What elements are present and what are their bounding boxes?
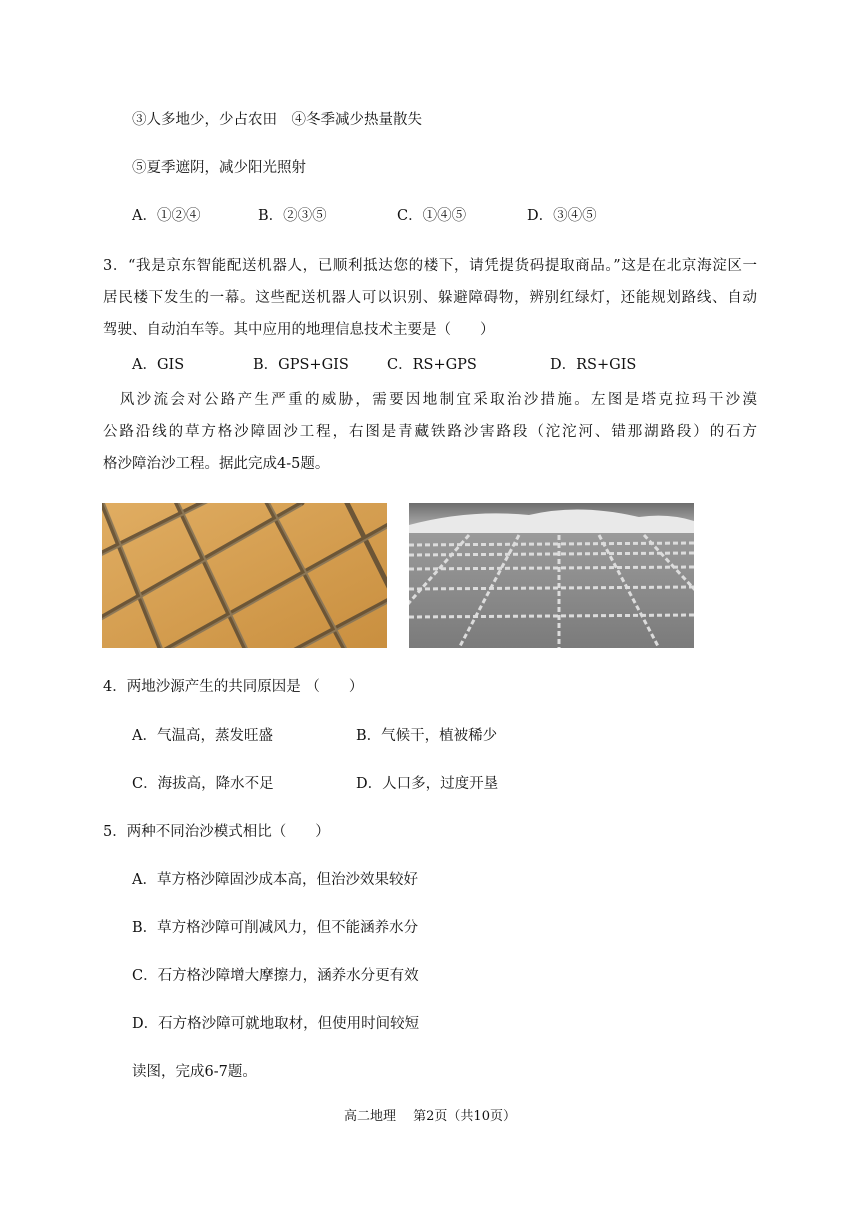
intro-line: 风沙流会对公路产生严重的威胁，需要因地制宜采取治沙措施。左图是塔克拉玛干沙漠 xyxy=(103,392,757,408)
intro-line: 公路沿线的草方格沙障固沙工程，右图是青藏铁路沙害路段（沱沱河、错那湖路段）的石方 xyxy=(103,424,757,440)
option-c: C．海拔高，降水不足 xyxy=(132,776,274,792)
question-4-stem: 4．两地沙源产生的共同原因是 （ ） xyxy=(103,679,364,695)
option-b: B．草方格沙障可削减风力，但不能涵养水分 xyxy=(132,920,419,936)
question-5-stem: 5．两种不同治沙模式相比（ ） xyxy=(103,824,330,840)
option-b: B．GPS+GIS xyxy=(253,357,349,373)
option-d: D．③④⑤ xyxy=(527,208,597,224)
statement-line: ⑤夏季遮阴，减少阳光照射 xyxy=(132,160,306,176)
option-d: D．石方格沙障可就地取材，但使用时间较短 xyxy=(132,1016,420,1032)
statement-line: ③人多地少，少占农田 ④冬季减少热量散失 xyxy=(132,112,422,128)
option-b: B．气候干，植被稀少 xyxy=(356,728,498,744)
option-c: C．①④⑤ xyxy=(397,208,467,224)
option-c: C．RS+GPS xyxy=(387,357,477,373)
page-footer: 高二地理 第2页（共10页） xyxy=(344,1109,516,1124)
option-a: A．草方格沙障固沙成本高，但治沙效果较好 xyxy=(132,872,418,888)
option-a: A．①②④ xyxy=(132,208,201,224)
option-a: A．GIS xyxy=(132,357,185,373)
stone-checkerboard-photo-icon xyxy=(409,503,694,648)
straw-checkerboard-photo-icon xyxy=(102,503,387,648)
intro-6-7: 读图，完成6-7题。 xyxy=(132,1064,257,1080)
option-d: D．人口多，过度开垦 xyxy=(356,776,499,792)
option-a: A．气温高，蒸发旺盛 xyxy=(132,728,273,744)
question-3-line: 驾驶、自动泊车等。其中应用的地理信息技术主要是（ ） xyxy=(103,322,495,338)
option-b: B．②③⑤ xyxy=(258,208,327,224)
intro-line: 格沙障治沙工程。据此完成4-5题。 xyxy=(103,456,330,472)
option-d: D．RS+GIS xyxy=(550,357,637,373)
question-3-line: 3．“我是京东智能配送机器人，已顺利抵达您的楼下，请凭提货码提取商品。”这是在北京海淀区一 xyxy=(103,258,757,274)
option-c: C．石方格沙障增大摩擦力，涵养水分更有效 xyxy=(132,968,419,984)
question-3-line: 居民楼下发生的一幕。这些配送机器人可以识别、躲避障碍物，辨别红绿灯，还能规划路线、自动 xyxy=(103,290,757,306)
